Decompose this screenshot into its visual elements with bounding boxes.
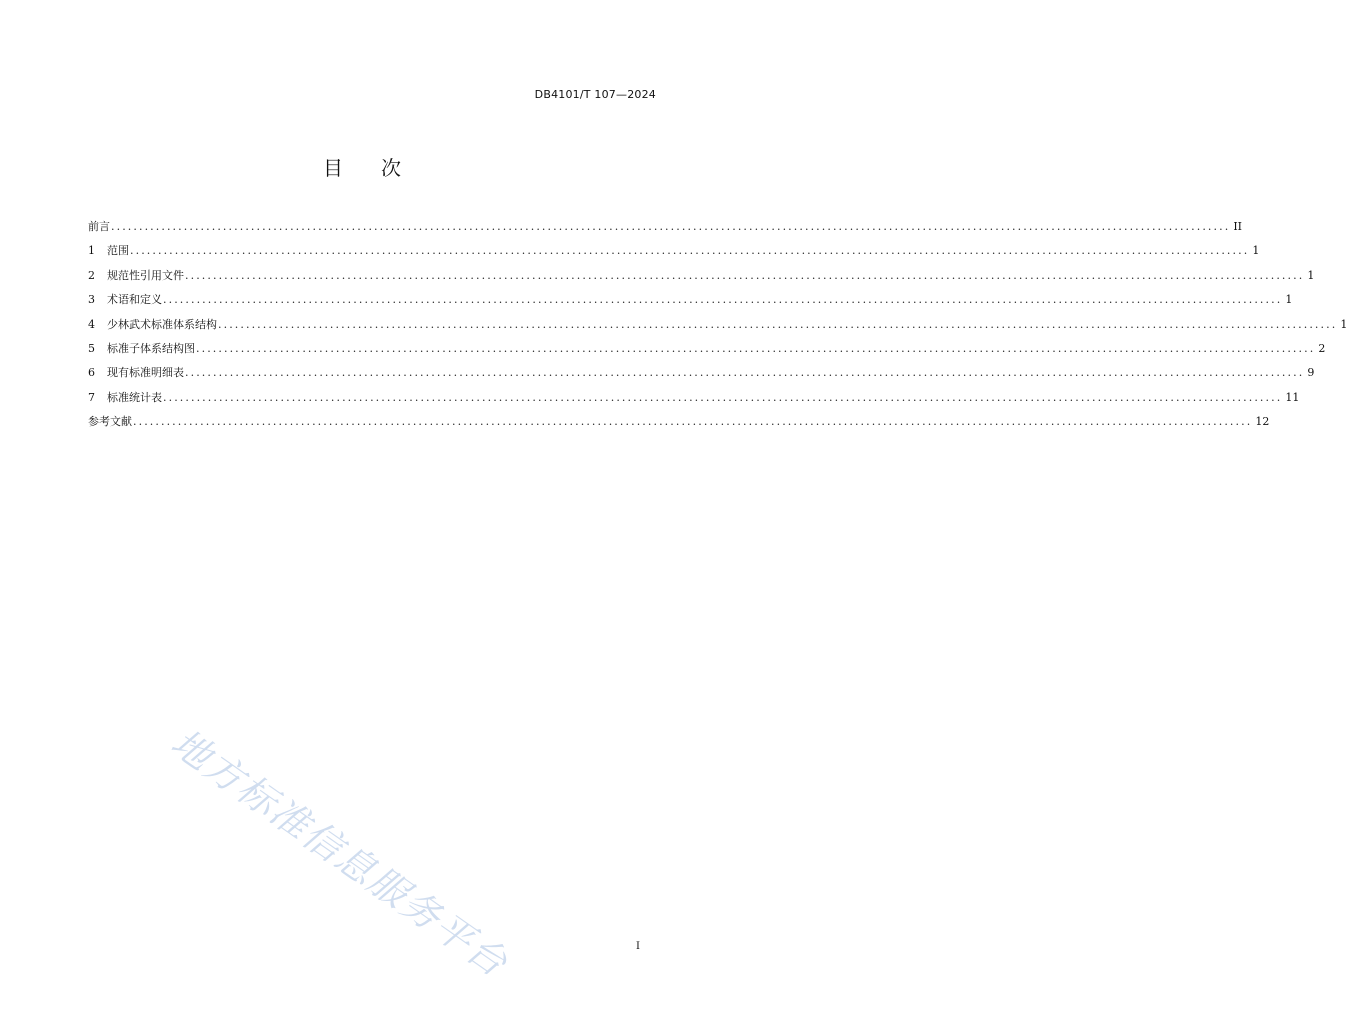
document-number: DB4101/T 107—2024 bbox=[534, 88, 656, 101]
toc-label: 标准统计表 bbox=[107, 390, 162, 404]
toc-page-number: II bbox=[1233, 220, 1243, 233]
toc-leader-dots: ........................................................................................................................................................................................................ bbox=[185, 268, 1305, 282]
toc-entry-subsystem-diagram[interactable] bbox=[88, 340, 1326, 364]
title-char-left: 目 bbox=[323, 156, 343, 180]
toc-entry-standards-list[interactable] bbox=[88, 364, 1315, 388]
toc-label: 范围 bbox=[107, 244, 129, 258]
toc-leader-dots: ........................................................................................................................................................................................................ bbox=[163, 293, 1283, 307]
watermark: 地方标准信息服务平台 bbox=[163, 720, 517, 986]
toc-section-number: 7 bbox=[88, 390, 95, 404]
toc-leader-dots: ........................................................................................................................................................................................................ bbox=[185, 366, 1305, 380]
toc-page-number: 1 bbox=[1340, 317, 1347, 331]
toc-label: 参考文献 bbox=[88, 415, 132, 429]
toc-page-number: 9 bbox=[1307, 366, 1315, 380]
toc-entry-system-structure[interactable] bbox=[88, 316, 1347, 340]
toc-page-number: 11 bbox=[1285, 390, 1300, 404]
toc-section-number: 3 bbox=[88, 293, 95, 307]
toc-page-number: 1 bbox=[1285, 293, 1293, 307]
toc-entry-scope[interactable] bbox=[88, 242, 1260, 266]
toc-leader-dots: ........................................................................................................................................................................................................ bbox=[111, 220, 1231, 233]
toc-page-number: 1 bbox=[1252, 244, 1260, 258]
toc-entry-normative-references[interactable] bbox=[88, 267, 1315, 291]
page-number: I bbox=[636, 941, 640, 952]
toc-label: 标准子体系结构图 bbox=[107, 341, 195, 355]
title-char-right: 次 bbox=[381, 156, 401, 180]
toc-section-number: 5 bbox=[88, 341, 95, 355]
toc-entry-foreword[interactable] bbox=[88, 218, 1243, 242]
toc-label: 现有标准明细表 bbox=[107, 366, 184, 380]
table-of-contents bbox=[88, 218, 1347, 438]
toc-entry-bibliography[interactable] bbox=[88, 413, 1270, 437]
toc-page-number: 2 bbox=[1318, 341, 1326, 355]
toc-section-number: 2 bbox=[88, 268, 95, 282]
toc-entry-terms-definitions[interactable] bbox=[88, 291, 1293, 315]
page-title bbox=[0, 152, 724, 181]
toc-label: 术语和定义 bbox=[107, 293, 162, 307]
toc-page-number: 12 bbox=[1255, 415, 1270, 429]
toc-section-number: 1 bbox=[88, 244, 95, 258]
toc-label: 规范性引用文件 bbox=[107, 268, 184, 282]
toc-page-number: 1 bbox=[1307, 268, 1315, 282]
toc-leader-dots: ........................................................................................................................................................................................................ bbox=[218, 317, 1338, 331]
toc-leader-dots: ........................................................................................................................................................................................................ bbox=[196, 341, 1316, 355]
toc-leader-dots: ........................................................................................................................................................................................................ bbox=[133, 415, 1253, 429]
toc-leader-dots: ........................................................................................................................................................................................................ bbox=[163, 390, 1283, 404]
toc-entry-statistics-table[interactable] bbox=[88, 389, 1300, 413]
toc-label: 少林武术标准体系结构 bbox=[107, 317, 217, 331]
toc-section-number: 6 bbox=[88, 366, 95, 380]
toc-label: 前言 bbox=[88, 220, 110, 233]
toc-leader-dots: ........................................................................................................................................................................................................ bbox=[130, 244, 1250, 258]
toc-section-number: 4 bbox=[88, 317, 95, 331]
